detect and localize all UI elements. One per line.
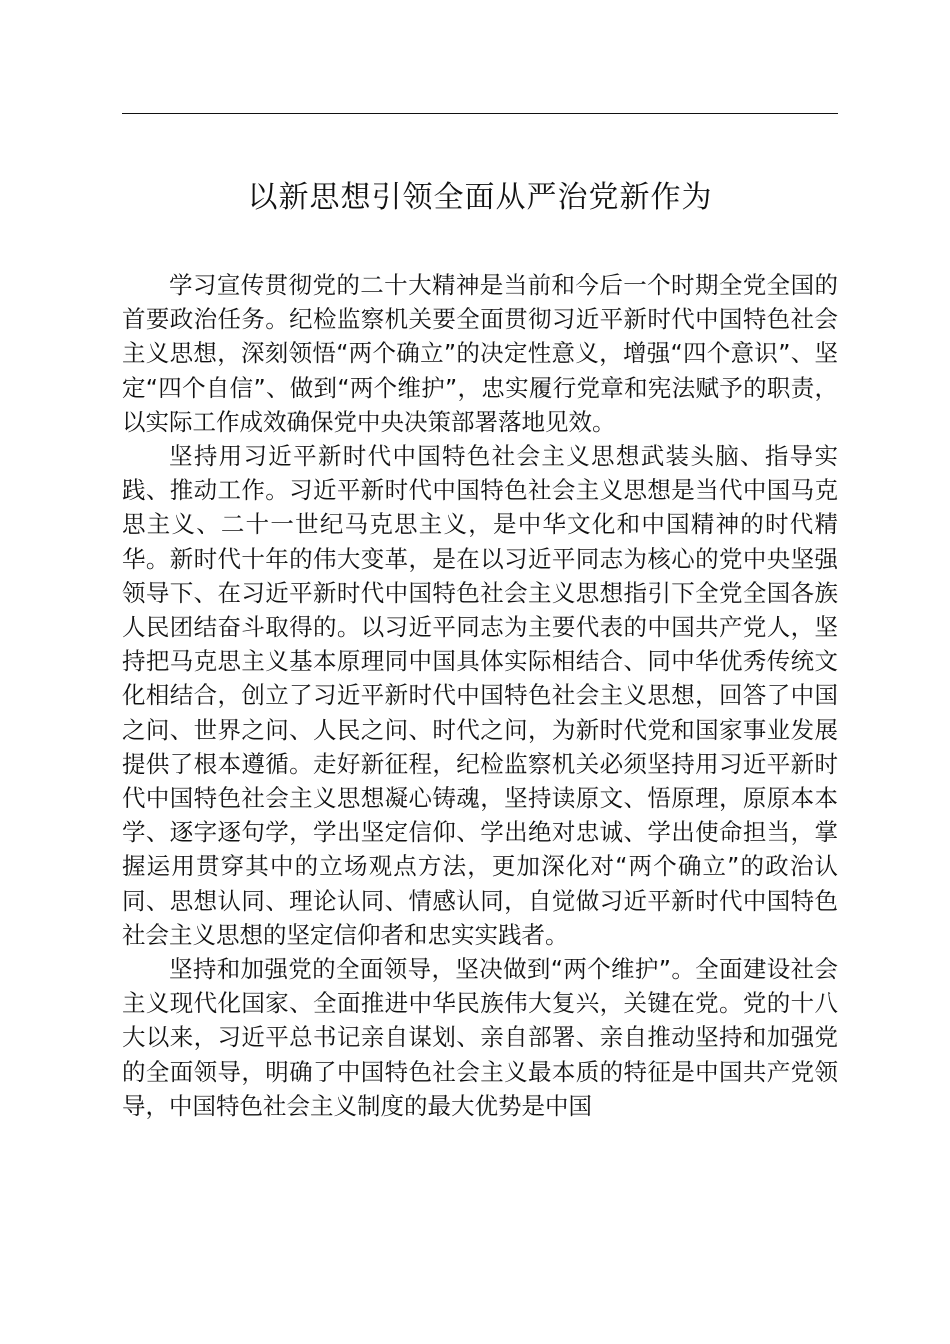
paragraph-intro: 学习宣传贯彻党的二十大精神是当前和今后一个时期全党全国的首要政治任务。纪检监察机关要全面贯彻习近平新时代中国特色社会主义思想，深刻领悟“两个确立”的决定性意义，增强“四个意识”、坚定“四个自信”、做到“两个维护”，忠实履行党章和宪法赋予的职责，以实际工作成效确保党中央决策部署落地见效。 xyxy=(122,271,838,436)
header-rule xyxy=(122,113,838,114)
paragraph-thought: 坚持用习近平新时代中国特色社会主义思想武装头脑、指导实践、推动工作。习近平新时代中国特色社会主义思想是当代中国马克思主义、二十一世纪马克思主义，是中华文化和中国精神的时代精华。新时代十年的伟大变革，是在以习近平同志为核心的党中央坚强领导下、在习近平新时代中国特色社会主义思想指引下全党全国各族人民团结奋斗取得的。以习近平同志为主要代表的中国共产党人，坚持把马克思主义基本原理同中国具体实际相结合、同中华优秀传统文化相结合，创立了习近平新时代中国特色社会主义思想，回答了中国之问、世界之问、人民之问、时代之问，为新时代党和国家事业发展提供了根本遵循。走好新征程，纪检监察机关必须坚持用习近平新时代中国特色社会主义思想凝心铸魂，坚持读原文、悟原理，原原本本学、逐字逐句学，学出坚定信仰、学出绝对忠诚、学出使命担当，掌握运用贯穿其中的立场观点方法，更加深化对“两个确立”的政治认同、思想认同、理论认同、情感认同，自觉做习近平新时代中国特色社会主义思想的坚定信仰者和忠实实践者。 xyxy=(122,442,838,949)
document-body xyxy=(122,268,838,1123)
paragraph-leadership: 坚持和加强党的全面领导，坚决做到“两个维护”。全面建设社会主义现代化国家、全面推进中华民族伟大复兴，关键在党。党的十八大以来，习近平总书记亲自谋划、亲自部署、亲自推动坚持和加强党的全面领导，明确了中国特色社会主义最本质的特征是中国共产党领导，中国特色社会主义制度的最大优势是中国 xyxy=(122,955,838,1120)
document-title: 以新思想引领全面从严治党新作为 xyxy=(247,180,713,215)
